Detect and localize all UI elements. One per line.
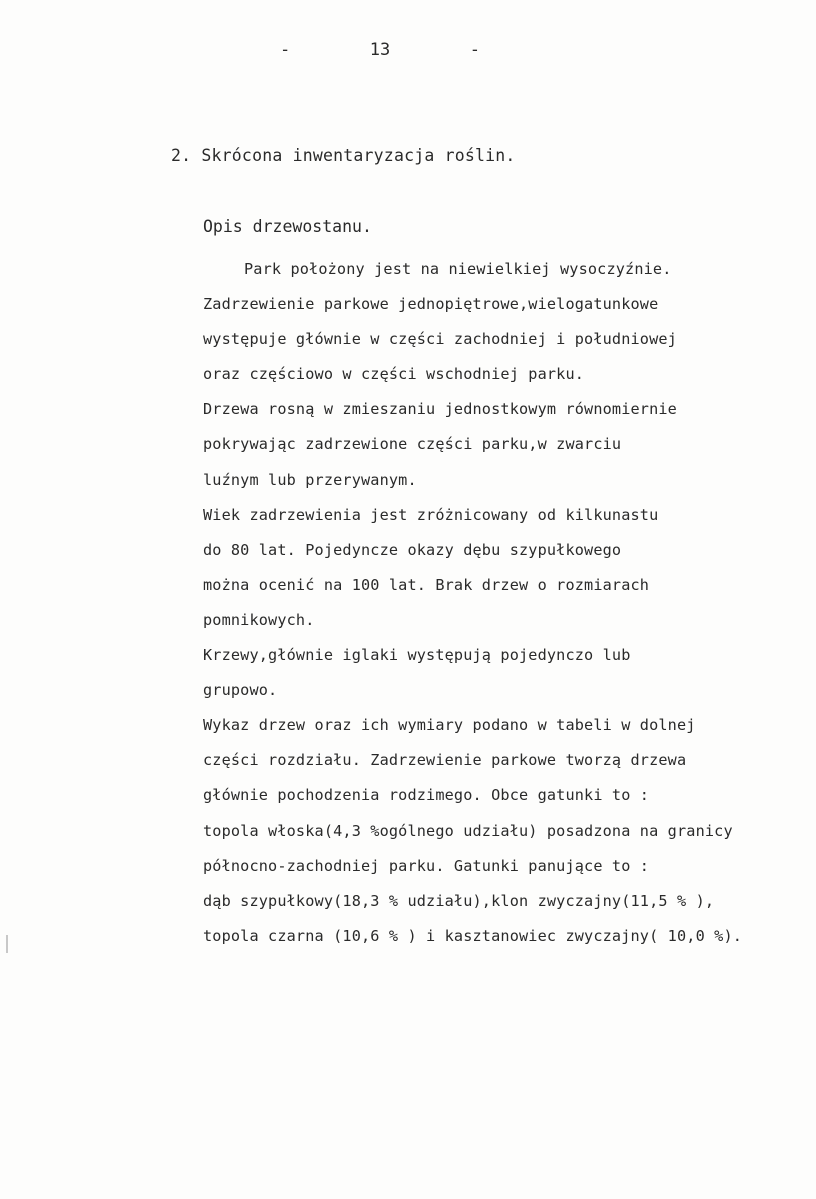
text-line: pomnikowych. <box>203 610 315 629</box>
text-line: głównie pochodzenia rodzimego. Obce gatunki to : <box>203 786 650 805</box>
subsection-title: Opis drzewostanu. <box>203 217 372 236</box>
text-line: części rozdziału. Zadrzewienie parkowe tworzą drzewa <box>203 751 687 770</box>
text-line: Zadrzewienie parkowe jednopiętrowe,wielogatunkowe <box>203 295 659 314</box>
text-line: Park położony jest na niewielkiej wysoczyźnie. <box>244 260 672 278</box>
scan-margin-mark <box>6 935 8 953</box>
text-line: dąb szypułkowy(18,3 % udziału),klon zwyczajny(11,5 % ), <box>203 891 715 910</box>
text-line: grupowo. <box>203 681 278 700</box>
text-line: można ocenić na 100 lat. Brak drzew o rozmiarach <box>203 575 650 594</box>
text-line: luźnym lub przerywanym. <box>203 470 417 489</box>
text-line: do 80 lat. Pojedyncze okazy dębu szypułkowego <box>203 540 622 559</box>
text-line: topola czarna (10,6 % ) i kasztanowiec zwyczajny( 10,0 %). <box>203 926 743 945</box>
text-line: oraz częściowo w części wschodniej parku. <box>203 365 585 384</box>
text-line: występuje głównie w części zachodniej i południowej <box>203 330 677 349</box>
header-dash-right: - <box>469 40 480 60</box>
header-dash-left: - <box>280 40 291 60</box>
text-line: Krzewy,głównie iglaki występują pojedynczo lub <box>203 646 631 665</box>
body-text <box>203 257 813 959</box>
text-line: Wiek zadrzewienia jest zróżnicowany od kilkunastu <box>203 505 659 524</box>
section-title: 2. Skrócona inwentaryzacja roślin. <box>171 146 516 165</box>
page-number: 13 <box>369 40 391 60</box>
text-line: pokrywając zadrzewione części parku,w zwarciu <box>203 435 622 454</box>
text-line: topola włoska(4,3 %ogólnego udziału) posadzona na granicy <box>203 821 733 840</box>
page-header <box>280 40 480 60</box>
text-line: północno-zachodniej parku. Gatunki panujące to : <box>203 856 650 875</box>
text-line: Drzewa rosną w zmieszaniu jednostkowym równomiernie <box>203 400 677 419</box>
text-line: Wykaz drzew oraz ich wymiary podano w tabeli w dolnej <box>203 716 696 735</box>
